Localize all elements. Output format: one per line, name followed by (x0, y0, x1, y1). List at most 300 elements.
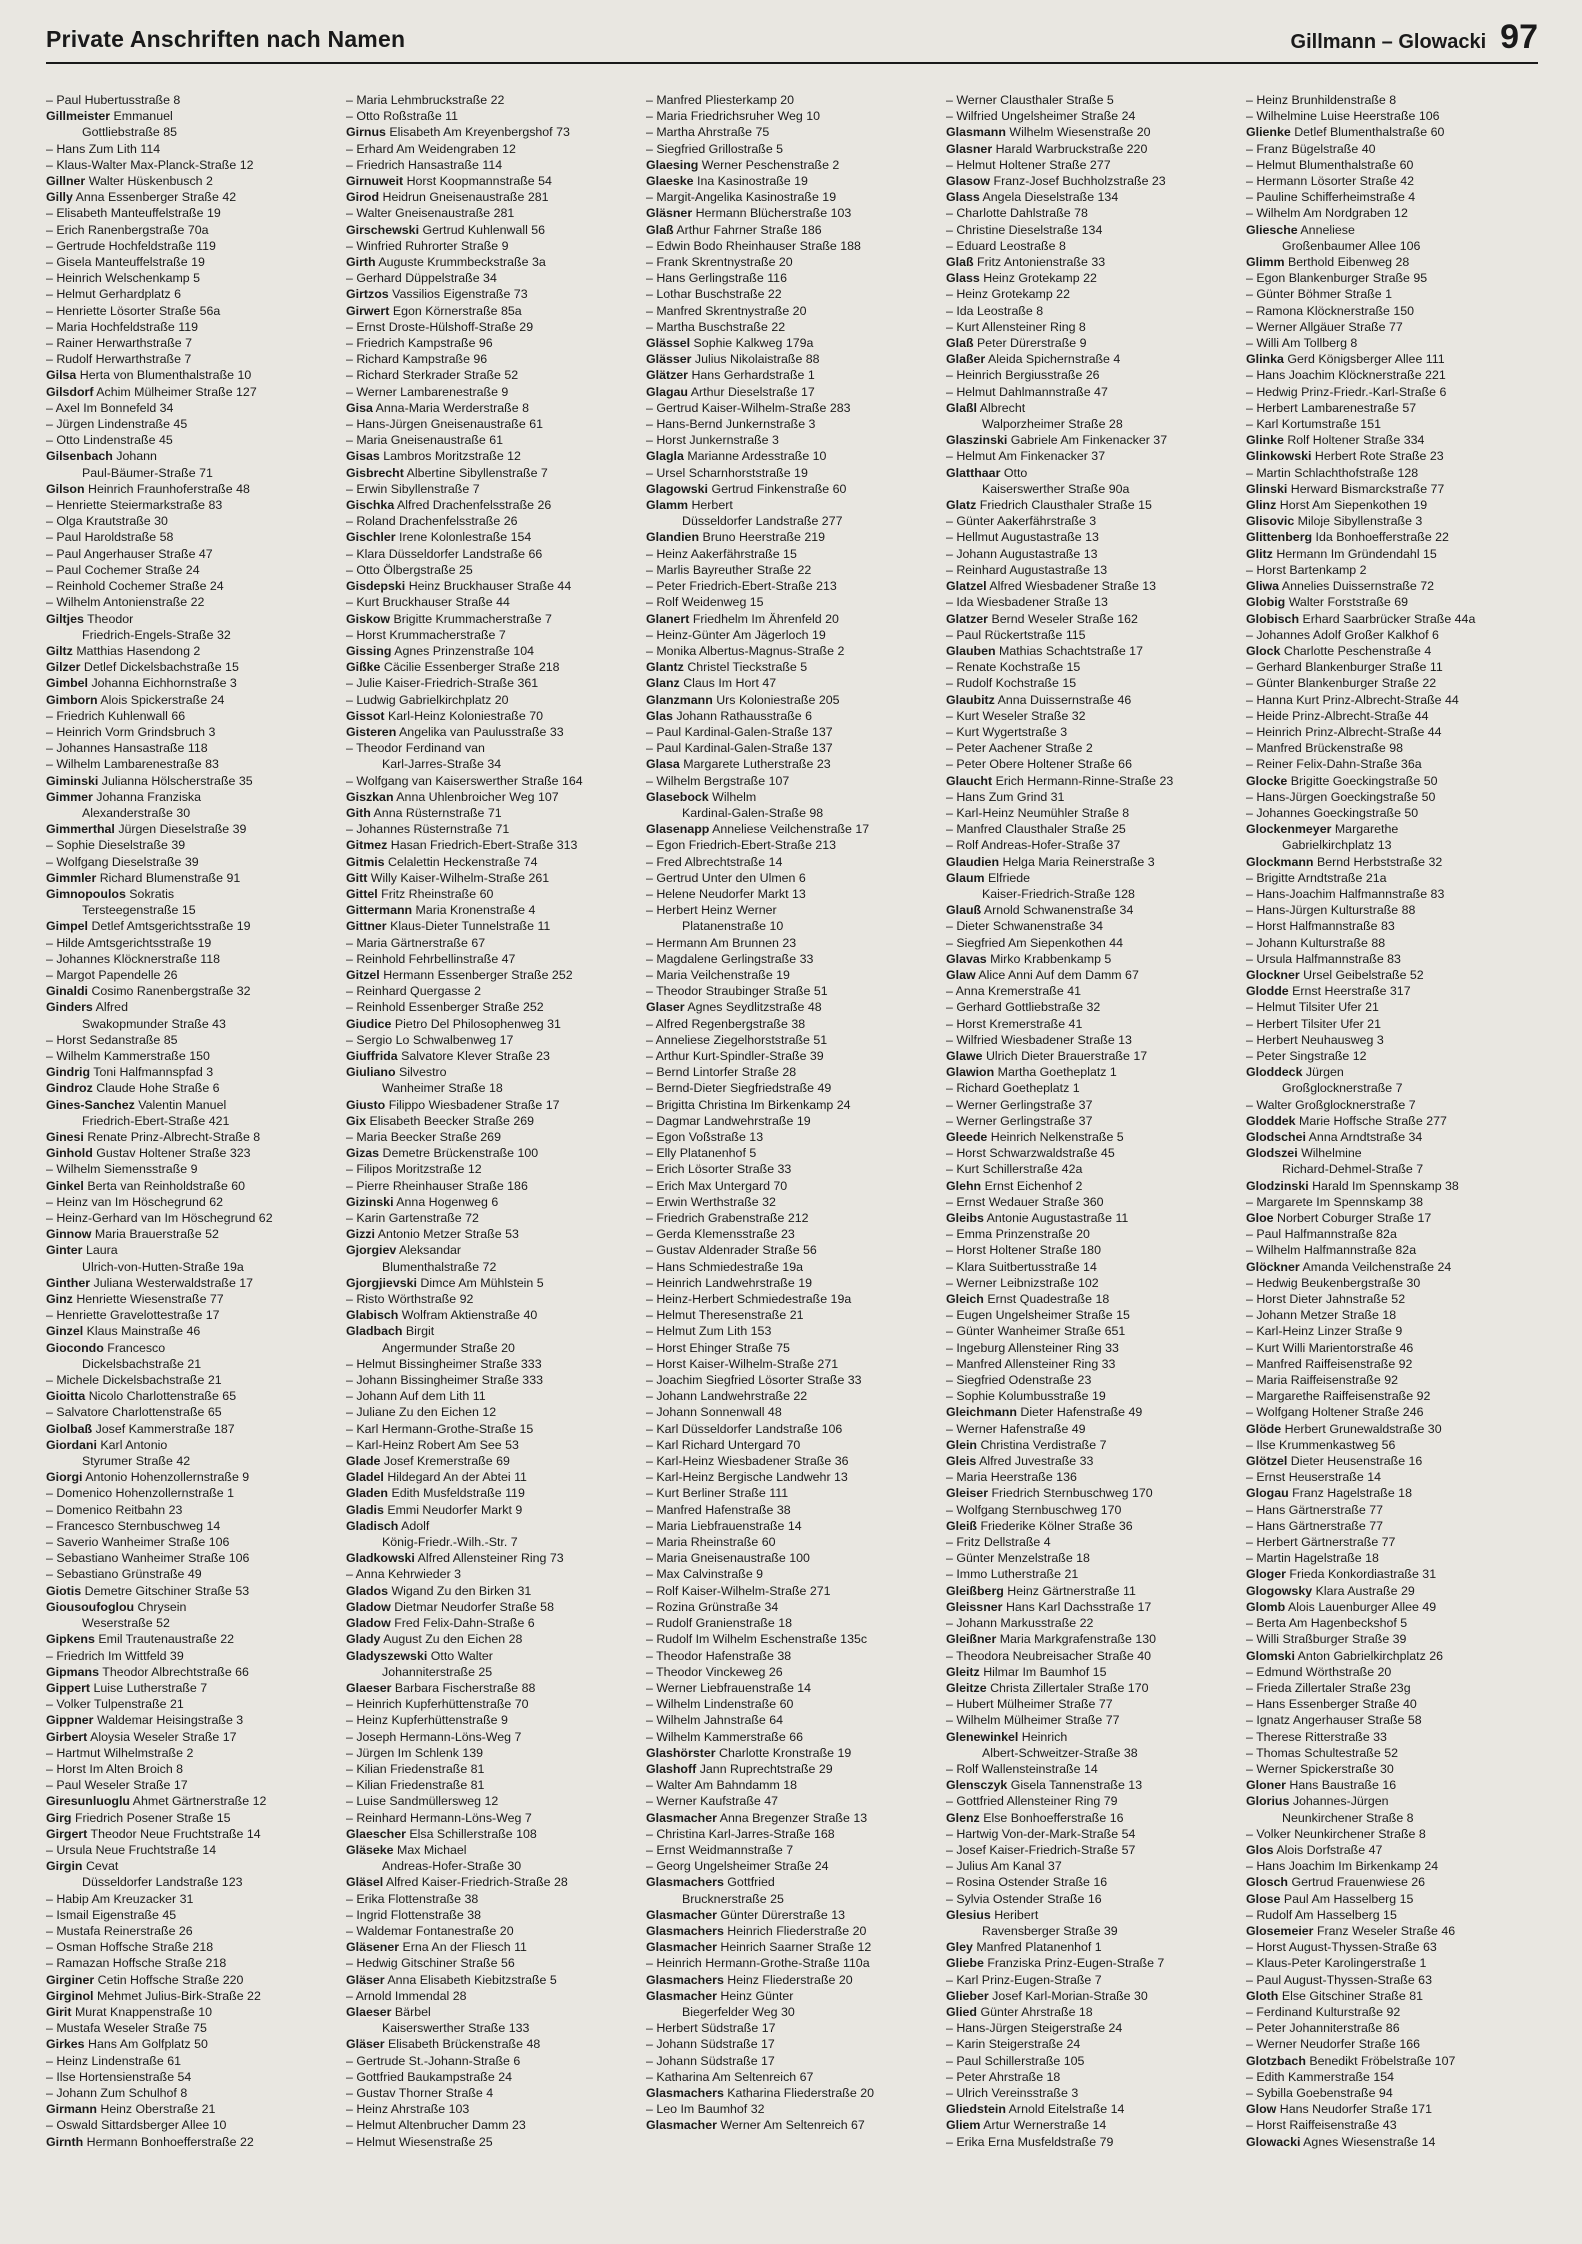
directory-entry (46, 1323, 346, 1339)
surname: Glasmacher (646, 1940, 717, 1955)
directory-entry (46, 2036, 346, 2052)
entry-text: – Heinz Brunhildenstraße 8 (1246, 93, 1397, 107)
directory-entry (346, 789, 646, 805)
directory-entry (1246, 1972, 1546, 1988)
directory-entry (346, 1858, 646, 1874)
surname: Ginders (46, 1000, 93, 1015)
directory-entry (646, 1534, 946, 1550)
directory-entry (1246, 1648, 1546, 1664)
surname: Glasmachers (646, 1972, 724, 1987)
directory-entry (946, 303, 1246, 319)
directory-entry (46, 1761, 346, 1777)
directory-entry (46, 1437, 346, 1453)
entry-text: – Horst Schwarzwaldstraße 45 (946, 1146, 1115, 1161)
entry-text: Horst Koopmannstraße 54 (406, 174, 552, 189)
entry-text: – Volker Tulpenstraße 21 (46, 1697, 184, 1712)
directory-entry (46, 205, 346, 221)
surname: Ginesi (46, 1130, 84, 1144)
surname: Glasmacher (646, 1988, 717, 2003)
directory-entry (946, 594, 1246, 610)
entry-text: – Gerhard Gottliebstraße 32 (946, 1000, 1101, 1015)
surname: Glenz (946, 1810, 980, 1825)
directory-entry (946, 1080, 1246, 1096)
entry-text: – Horst Im Alten Broich 8 (46, 1761, 184, 1776)
directory-entry (346, 1259, 646, 1275)
entry-text: – Karl-Heinz Bergische Landwehr 13 (646, 1470, 848, 1485)
entry-text: – Egon Friedrich-Ebert-Straße 213 (646, 838, 837, 853)
directory-entry (346, 1518, 646, 1534)
directory-entry (646, 918, 946, 934)
surname: Glagowski (646, 481, 708, 496)
directory-entry (946, 1664, 1246, 1680)
directory-entry (346, 1469, 646, 1485)
entry-text: – Wolfgang Sternbuschweg 170 (946, 1502, 1122, 1517)
surname: Glotzbach (1246, 2053, 1306, 2068)
entry-text: – Werner Gerlingstraße 37 (946, 1113, 1093, 1128)
entry-text: – Fred Albrechtstraße 14 (646, 854, 783, 869)
surname: Glandien (646, 530, 700, 545)
surname: Glose (1246, 1891, 1281, 1906)
entry-text: Franz Weseler Straße 46 (1316, 1923, 1456, 1938)
entry-text: – Heinz-Gerhard van Im Höschegrund 62 (46, 1211, 273, 1226)
entry-text: – Sebastiano Grünstraße 49 (46, 1567, 202, 1582)
entry-text: Amanda Veilchenstraße 24 (1302, 1259, 1452, 1274)
entry-text: – Gottfried Baukampstraße 24 (346, 2069, 512, 2084)
directory-entry (946, 821, 1246, 837)
directory-entry (46, 578, 346, 594)
directory-entry (46, 1485, 346, 1501)
surname: Gleiß (946, 1518, 977, 1533)
entry-text: Ernst Quadestraße 18 (987, 1292, 1110, 1307)
directory-entry (646, 1064, 946, 1080)
entry-text: Luise Lutherstraße 7 (93, 1680, 208, 1695)
entry-text: – Manfred Clausthaler Straße 25 (946, 822, 1126, 837)
surname: Glocke (1246, 773, 1288, 788)
surname: Gleich (946, 1292, 984, 1307)
directory-entry (46, 481, 346, 497)
entry-text: Blumenthalstraße 72 (382, 1259, 497, 1274)
entry-text: – Anna Kremerstraße 41 (946, 984, 1081, 999)
entry-text: – Wolfgang Dieselstraße 39 (46, 854, 199, 869)
directory-entry (946, 1955, 1246, 1971)
entry-text: – Karin Gartenstraße 72 (346, 1211, 479, 1226)
entry-text: Richard-Dehmel-Straße 7 (1282, 1162, 1424, 1177)
entry-text: – Otto Ölbergstraße 25 (346, 562, 473, 577)
directory-entry (646, 173, 946, 189)
entry-text: Theodor Albrechtstraße 66 (102, 1664, 249, 1679)
directory-entry (346, 303, 646, 319)
directory-entry (1246, 1388, 1546, 1404)
directory-entry (946, 189, 1246, 205)
directory-entry (946, 708, 1246, 724)
entry-text: Alfred Wiesbadener Straße 13 (989, 579, 1157, 594)
directory-entry (646, 2069, 946, 2085)
directory-entry (646, 1988, 946, 2004)
entry-text: – Werner Lambarenestraße 9 (346, 384, 509, 399)
directory-entry (1246, 1210, 1546, 1226)
directory-entry (46, 189, 346, 205)
entry-text: Heidrun Gneisenaustraße 281 (382, 190, 549, 205)
entry-text: – Reinhold Fehrbellinstraße 47 (346, 951, 516, 966)
entry-text: – Ursel Scharnhorststraße 19 (646, 465, 808, 480)
directory-entry (1246, 124, 1546, 140)
surname: Gläseke (346, 1842, 394, 1857)
surname: Glas (646, 708, 673, 723)
directory-entry (646, 351, 946, 367)
entry-text: Hans Karl Dachsstraße 17 (1005, 1599, 1152, 1614)
surname: Glötzel (1246, 1454, 1288, 1469)
entry-text: – Richard Goetheplatz 1 (946, 1081, 1080, 1096)
entry-text: Maria Brauerstraße 52 (94, 1227, 219, 1242)
surname: Gippert (46, 1680, 91, 1695)
directory-entry (646, 1583, 946, 1599)
directory-entry (646, 1972, 946, 1988)
directory-entry (46, 611, 346, 627)
directory-entry (646, 1566, 946, 1582)
entry-text: Johann Rathausstraße 6 (676, 708, 813, 723)
surname: Glade (346, 1454, 381, 1469)
entry-text: Emmi Neudorfer Markt 9 (387, 1502, 523, 1517)
entry-text: Ernst Eichenhof 2 (984, 1178, 1083, 1193)
directory-entry (946, 627, 1246, 643)
entry-text: Irene Kolonlestraße 154 (399, 530, 532, 545)
directory-entry (646, 951, 946, 967)
surname: Gilly (46, 190, 73, 205)
entry-text: – Osman Hoffsche Straße 218 (46, 1940, 214, 1955)
entry-text: – Friedrich Hansastraße 114 (346, 157, 503, 172)
column-1 (46, 92, 346, 2232)
entry-text: Auguste Krummbeckstraße 3a (378, 255, 546, 270)
directory-entry (946, 1372, 1246, 1388)
entry-text: Chrysein (137, 1599, 187, 1614)
entry-text: – Peter Aachener Straße 2 (946, 741, 1093, 756)
entry-text: Cetin Hoffsche Straße 220 (97, 1972, 244, 1987)
surname: Gittel (346, 886, 378, 901)
directory-entry (346, 1048, 646, 1064)
surname: Glaudien (946, 854, 1000, 869)
directory-entry (1246, 2069, 1546, 2085)
entry-text: Anneliese Veilchenstraße 17 (712, 822, 870, 837)
directory-entry (646, 724, 946, 740)
directory-entry (946, 2117, 1246, 2133)
entry-text: – Herbert Gärtnerstraße 77 (1246, 1535, 1396, 1550)
directory-entry (46, 1583, 346, 1599)
directory-entry (346, 675, 646, 691)
entry-text: Christa Zillertaler Straße 170 (990, 1680, 1149, 1695)
directory-entry (1246, 546, 1546, 562)
entry-text: – Hans Joachim Im Birkenkamp 24 (1246, 1859, 1439, 1874)
directory-entry (46, 1566, 346, 1582)
directory-entry (46, 870, 346, 886)
directory-entry (346, 1242, 646, 1258)
entry-text: – Manfred Raiffeisenstraße 92 (1246, 1356, 1413, 1371)
entry-text: Ida Bonhoefferstraße 22 (1315, 530, 1449, 545)
entry-text: – Dieter Schwanenstraße 34 (946, 919, 1104, 934)
entry-text: Franz Hagelstraße 18 (1292, 1486, 1412, 1501)
entry-text: Charlotte Peschenstraße 4 (1283, 643, 1432, 658)
directory-entry (946, 1485, 1246, 1501)
directory-entry (946, 1016, 1246, 1032)
directory-entry (1246, 513, 1546, 529)
directory-entry (1246, 189, 1546, 205)
surname: Glaser (646, 1000, 685, 1015)
surname: Gläsner (646, 206, 693, 221)
entry-text: – Wolfgang van Kaiserswerther Straße 164 (346, 773, 583, 788)
directory-entry (1246, 303, 1546, 319)
entry-text: – Karl Richard Untergard 70 (646, 1437, 801, 1452)
entry-text: – Henriette Steiermarkstraße 83 (46, 498, 223, 513)
directory-entry (46, 254, 346, 270)
entry-text: Gertrud Frauenwiese 26 (1291, 1875, 1426, 1890)
entry-text: – Anneliese Ziegelhorststraße 51 (646, 1032, 828, 1047)
surname: Glaeser (346, 2004, 392, 2019)
surname: Girkes (46, 2037, 85, 2052)
directory-entry (346, 222, 646, 238)
surname: Glamm (646, 498, 689, 513)
entry-text: – Kilian Friedenstraße 81 (346, 1761, 485, 1776)
surname: Giszkan (346, 789, 394, 804)
entry-text: – Friedrich Kuhlenwall 66 (46, 708, 186, 723)
entry-text: – Rudolf Am Hasselberg 15 (1246, 1907, 1397, 1922)
directory-entry (646, 1761, 946, 1777)
directory-entry (1246, 999, 1546, 1015)
directory-entry (946, 1421, 1246, 1437)
entry-text: Johanna Franziska (96, 789, 201, 804)
directory-entry (46, 92, 346, 108)
surname: Gjorgjievski (346, 1275, 417, 1290)
entry-text: Heinz Günter (720, 1988, 794, 2003)
directory-entry (646, 1615, 946, 1631)
entry-text: – Friedrich Grabenstraße 212 (646, 1211, 809, 1226)
directory-entry (646, 2085, 946, 2101)
entry-text: – Hans-Joachim Halfmannstraße 83 (1246, 886, 1445, 901)
directory-entry (346, 319, 646, 335)
entry-text: – Sylvia Ostender Straße 16 (946, 1891, 1102, 1906)
directory-entry (946, 886, 1246, 902)
surname: Gimbel (46, 676, 88, 691)
entry-text: – Paul Kardinal-Galen-Straße 137 (646, 724, 833, 739)
surname: Ginz (46, 1292, 73, 1307)
entry-text: – Horst Kremerstraße 41 (946, 1016, 1083, 1031)
directory-entry (1246, 724, 1546, 740)
entry-text: – Herbert Lambarenestraße 57 (1246, 400, 1417, 415)
entry-text: – Erich Lösorter Straße 33 (646, 1162, 792, 1177)
directory-entry (46, 1907, 346, 1923)
directory-entry (46, 2053, 346, 2069)
entry-text: – Anna Kehrwieder 3 (346, 1567, 462, 1582)
directory-entry (946, 692, 1246, 708)
directory-entry (646, 1923, 946, 1939)
directory-entry (946, 432, 1246, 448)
directory-entry (346, 1129, 646, 1145)
directory-entry (646, 1356, 946, 1372)
directory-entry (646, 1437, 946, 1453)
entry-text: – Horst Kaiser-Wilhelm-Straße 271 (646, 1356, 839, 1371)
directory-entry (646, 222, 946, 238)
entry-text: – Habip Am Kreuzacker 31 (46, 1891, 194, 1906)
entry-text: Hermann Blücherstraße 103 (695, 206, 852, 221)
entry-text: Gisela Tannenstraße 13 (1010, 1778, 1143, 1793)
surname: Girnus (346, 125, 386, 140)
directory-entry (46, 675, 346, 691)
entry-text: Anna Rüsternstraße 71 (373, 805, 502, 820)
entry-text: – Günter Wanheimer Straße 651 (946, 1324, 1126, 1339)
directory-entry (346, 1356, 646, 1372)
directory-entry (646, 1810, 946, 1826)
entry-text: Gustav Holtener Straße 323 (96, 1146, 251, 1161)
directory-entry (646, 303, 946, 319)
entry-text: Gertrud Kuhlenwall 56 (422, 222, 546, 237)
entry-text: Biegerfelder Weg 30 (682, 2004, 795, 2019)
entry-text: – Hans-Jürgen Kulturstraße 88 (1246, 903, 1416, 918)
directory-entry (346, 1988, 646, 2004)
directory-entry (946, 1696, 1246, 1712)
surname: Glasmachers (646, 2085, 724, 2100)
entry-text: – Walter Am Bahndamm 18 (646, 1778, 798, 1793)
directory-entry (946, 1777, 1246, 1793)
directory-entry (46, 319, 346, 335)
directory-entry (946, 384, 1246, 400)
entry-text: – Wilhelmine Luise Heerstraße 106 (1246, 109, 1440, 124)
entry-text: – Sergio Lo Schwalbenweg 17 (346, 1032, 514, 1047)
directory-entry (46, 1955, 346, 1971)
surname: Glantz (646, 660, 684, 675)
entry-text: – Fritz Dellstraße 4 (946, 1535, 1051, 1550)
surname: Glagla (646, 449, 684, 464)
entry-text: Antonio Hohenzollernstraße 9 (85, 1470, 250, 1485)
surname: Gipkens (46, 1632, 95, 1647)
directory-entry (346, 1032, 646, 1048)
entry-text: – Heide Prinz-Albrecht-Straße 44 (1246, 708, 1429, 723)
entry-text: Herta von Blumenthalstraße 10 (79, 368, 252, 383)
directory-entry (346, 92, 646, 108)
surname: Gix (346, 1113, 366, 1128)
entry-text: – Horst Ehinger Straße 75 (646, 1340, 790, 1355)
entry-text: Gerd Königsberger Allee 111 (1287, 352, 1445, 367)
entry-text: Anna Elisabeth Kiebitzstraße 5 (387, 1972, 557, 1987)
entry-text: – Mustafa Reinerstraße 26 (46, 1923, 193, 1938)
directory-entry (1246, 238, 1546, 254)
directory-entry (646, 1032, 946, 1048)
entry-text: – Heinrich Prinz-Albrecht-Straße 44 (1246, 724, 1442, 739)
entry-text: – Maria Friedrichsruher Weg 10 (646, 109, 820, 124)
entry-text: Hans Neudorfer Straße 171 (1279, 2102, 1432, 2117)
directory-entry (46, 513, 346, 529)
directory-entry (946, 740, 1246, 756)
surname: Gleichmann (946, 1405, 1017, 1420)
surname: Gliem (946, 2118, 981, 2133)
directory-entry (646, 448, 946, 464)
entry-text: – Paul Weseler Straße 17 (46, 1778, 188, 1793)
directory-columns (46, 92, 1546, 2232)
directory-entry (646, 270, 946, 286)
directory-entry (1246, 529, 1546, 545)
surname: Glasmann (946, 125, 1006, 140)
directory-entry (346, 1226, 646, 1242)
entry-text: Hans Gerhardstraße 1 (691, 368, 815, 383)
entry-text: Charlotte Kronstraße 19 (719, 1745, 852, 1760)
directory-entry (646, 384, 946, 400)
directory-entry (346, 1161, 646, 1177)
entry-text: Harald Im Spennskamp 38 (1312, 1178, 1459, 1193)
entry-text: – Johann Zum Schulhof 8 (46, 2085, 188, 2100)
directory-entry (646, 967, 946, 983)
directory-entry (946, 1210, 1246, 1226)
entry-text: Erich Hermann-Rinne-Straße 23 (995, 773, 1174, 788)
directory-entry (1246, 254, 1546, 270)
entry-text: – Michele Dickelsbachstraße 21 (46, 1373, 222, 1388)
entry-text: Cosimo Ranenbergstraße 32 (91, 984, 251, 999)
directory-entry (46, 1502, 346, 1518)
entry-text: – Maria Hochfeldstraße 119 (46, 319, 198, 334)
entry-text: Wilhelm (712, 789, 757, 804)
surname: Giuliano (346, 1065, 396, 1080)
entry-text: Silvestro (399, 1065, 447, 1080)
directory-entry (646, 756, 946, 772)
entry-text: – Francesco Sternbuschweg 14 (46, 1518, 221, 1533)
surname: Ginkel (46, 1178, 84, 1193)
directory-entry (1246, 335, 1546, 351)
entry-text: Friederike Kölner Straße 36 (980, 1518, 1133, 1533)
directory-entry (346, 983, 646, 999)
directory-entry (46, 1793, 346, 1809)
entry-text: Franz-Josef Buchholzstraße 23 (993, 174, 1166, 189)
directory-entry (646, 1242, 946, 1258)
entry-text: Wilhelmine (1301, 1146, 1362, 1161)
entry-text: Hermann Bonhoefferstraße 22 (86, 2134, 254, 2149)
entry-text: – Manfred Allensteiner Ring 33 (946, 1356, 1116, 1371)
directory-entry (646, 1696, 946, 1712)
surname: Glehn (946, 1178, 982, 1193)
directory-entry (946, 1064, 1246, 1080)
directory-entry (946, 400, 1246, 416)
directory-entry (46, 1712, 346, 1728)
entry-text: – Wilfried Ungelsheimer Straße 24 (946, 109, 1136, 124)
directory-entry (1246, 1469, 1546, 1485)
entry-text: – Friedrich Im Wittfeld 39 (46, 1648, 184, 1663)
entry-text: Harald Warbruckstraße 220 (995, 141, 1148, 156)
directory-entry (1246, 1664, 1546, 1680)
entry-text: – Manfred Hafenstraße 38 (646, 1502, 791, 1517)
entry-text: Antonie Augustastraße 11 (986, 1211, 1129, 1226)
directory-entry (646, 141, 946, 157)
entry-text: Anna Uhlenbroicher Weg 107 (396, 789, 559, 804)
directory-entry (346, 1113, 646, 1129)
directory-entry (1246, 1955, 1546, 1971)
entry-text: – Otto Lindenstraße 45 (46, 433, 173, 448)
directory-entry (646, 319, 946, 335)
entry-text: – Julius Am Kanal 37 (946, 1859, 1062, 1874)
directory-entry (346, 1534, 646, 1550)
surname: Glimm (1246, 255, 1285, 270)
directory-entry (46, 222, 346, 238)
directory-entry (346, 821, 646, 837)
entry-text: Cäcilie Essenberger Straße 218 (383, 660, 560, 675)
entry-text: – Rudolf Im Wilhelm Eschenstraße 135c (646, 1632, 868, 1647)
entry-text: – Dagmar Landwehrstraße 19 (646, 1113, 811, 1128)
entry-text: – Mustafa Weseler Straße 75 (46, 2021, 207, 2036)
surname: Gimpel (46, 919, 88, 934)
directory-entry (346, 1372, 646, 1388)
directory-entry (346, 627, 646, 643)
directory-entry (46, 2101, 346, 2117)
directory-entry (1246, 157, 1546, 173)
entry-text: Angela Dieselstraße 134 (982, 190, 1119, 205)
entry-text: Jürgen (1305, 1065, 1344, 1080)
directory-entry (346, 497, 646, 513)
entry-text: Walter Forststraße 69 (1288, 595, 1409, 610)
directory-entry (646, 367, 946, 383)
